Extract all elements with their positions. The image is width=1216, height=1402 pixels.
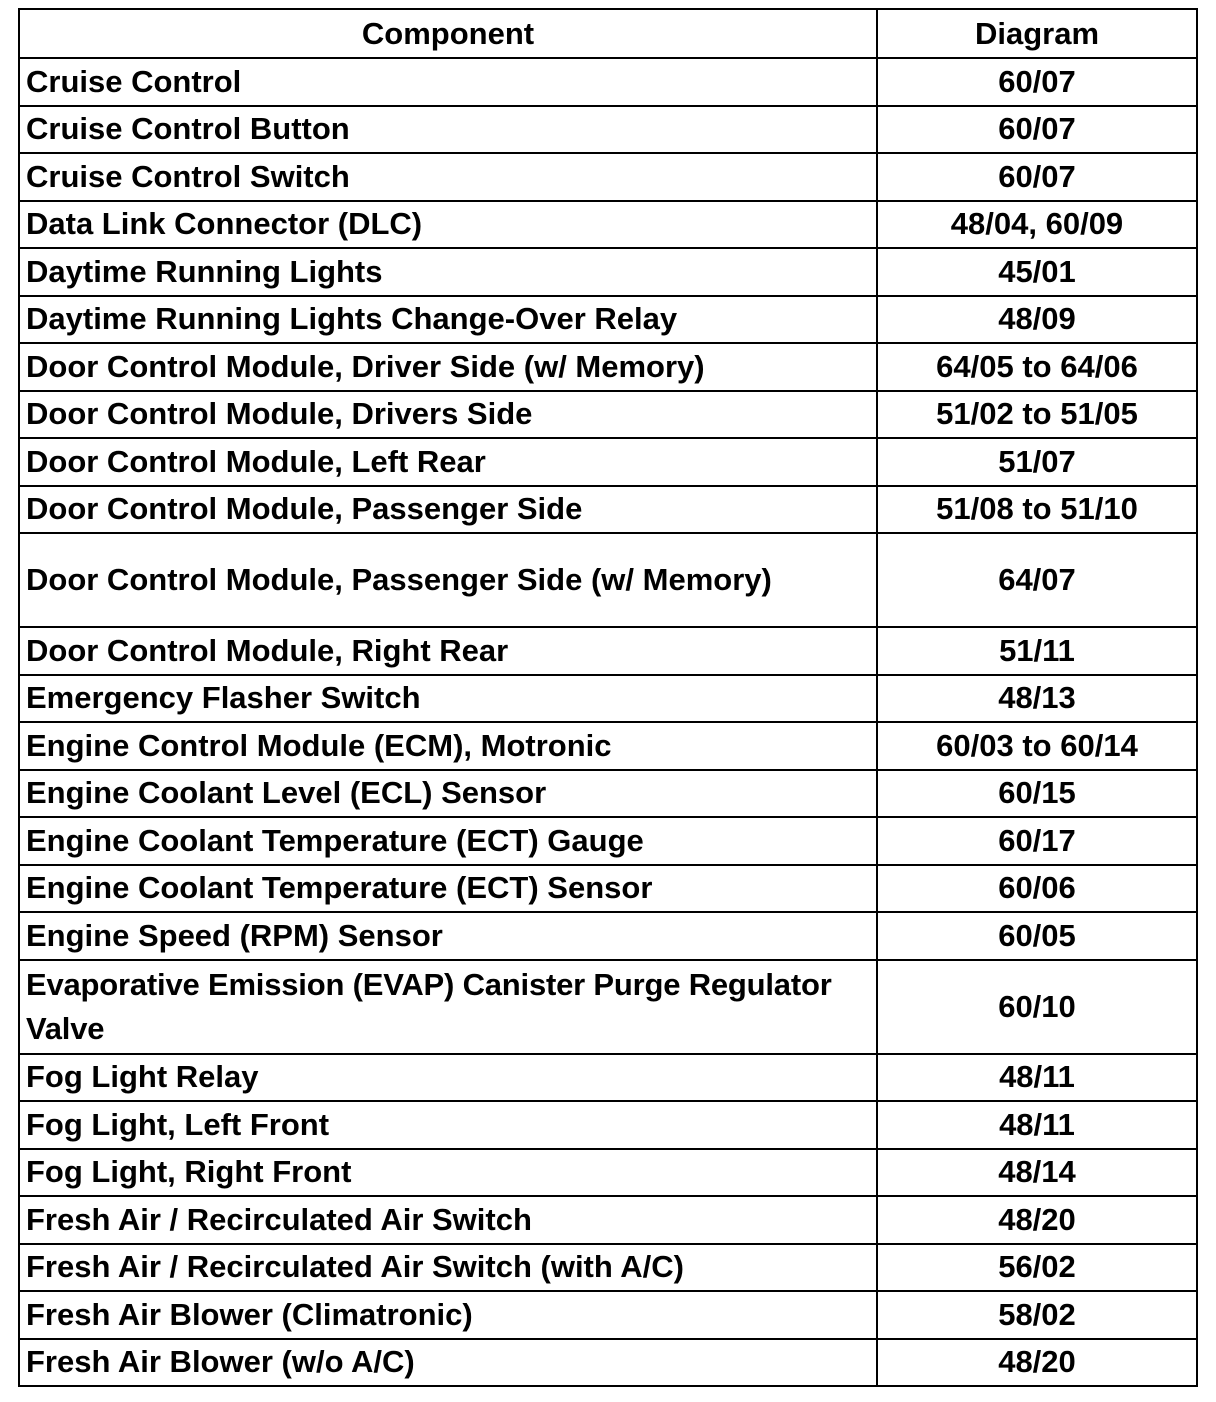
diagram-cell: 51/08 to 51/10 xyxy=(877,486,1197,534)
diagram-cell: 58/02 xyxy=(877,1291,1197,1339)
component-diagram-table xyxy=(18,8,1198,1387)
table-row xyxy=(19,248,1197,296)
diagram-cell: 60/07 xyxy=(877,106,1197,154)
header-diagram: Diagram xyxy=(877,9,1197,58)
component-cell: Data Link Connector (DLC) xyxy=(19,201,877,249)
component-cell: Daytime Running Lights Change-Over Relay xyxy=(19,296,877,344)
table-row xyxy=(19,391,1197,439)
component-cell: Evaporative Emission (EVAP) Canister Purge Regulator Valve xyxy=(19,960,877,1054)
component-cell: Cruise Control Button xyxy=(19,106,877,154)
table-row xyxy=(19,1244,1197,1292)
component-cell: Door Control Module, Left Rear xyxy=(19,438,877,486)
diagram-cell: 48/13 xyxy=(877,675,1197,723)
component-cell: Door Control Module, Passenger Side xyxy=(19,486,877,534)
component-cell: Cruise Control Switch xyxy=(19,153,877,201)
diagram-cell: 60/10 xyxy=(877,960,1197,1054)
component-cell: Fresh Air / Recirculated Air Switch xyxy=(19,1196,877,1244)
diagram-cell: 60/05 xyxy=(877,912,1197,960)
table-row xyxy=(19,1054,1197,1102)
diagram-cell: 60/06 xyxy=(877,865,1197,913)
component-cell: Engine Coolant Temperature (ECT) Sensor xyxy=(19,865,877,913)
diagram-cell: 60/15 xyxy=(877,770,1197,818)
component-cell: Fresh Air Blower (Climatronic) xyxy=(19,1291,877,1339)
diagram-cell: 51/11 xyxy=(877,627,1197,675)
table-row xyxy=(19,106,1197,154)
diagram-cell: 48/04, 60/09 xyxy=(877,201,1197,249)
table-row xyxy=(19,343,1197,391)
table-row xyxy=(19,1291,1197,1339)
component-cell: Door Control Module, Passenger Side (w/ Memory) xyxy=(19,533,877,627)
header-row xyxy=(19,9,1197,58)
table-row xyxy=(19,296,1197,344)
diagram-cell: 51/02 to 51/05 xyxy=(877,391,1197,439)
diagram-cell: 48/11 xyxy=(877,1101,1197,1149)
diagram-cell: 48/14 xyxy=(877,1149,1197,1197)
diagram-cell: 48/20 xyxy=(877,1196,1197,1244)
component-cell: Fog Light, Left Front xyxy=(19,1101,877,1149)
table-row xyxy=(19,1101,1197,1149)
table-row xyxy=(19,912,1197,960)
table-row xyxy=(19,486,1197,534)
component-cell: Fog Light, Right Front xyxy=(19,1149,877,1197)
table-row xyxy=(19,58,1197,106)
diagram-cell: 60/17 xyxy=(877,817,1197,865)
component-cell: Cruise Control xyxy=(19,58,877,106)
table-row xyxy=(19,1196,1197,1244)
table-row xyxy=(19,533,1197,627)
table-row xyxy=(19,865,1197,913)
component-cell: Door Control Module, Drivers Side xyxy=(19,391,877,439)
table-row xyxy=(19,153,1197,201)
table-row xyxy=(19,722,1197,770)
table-row xyxy=(19,1339,1197,1387)
diagram-cell: 48/20 xyxy=(877,1339,1197,1387)
component-cell: Engine Speed (RPM) Sensor xyxy=(19,912,877,960)
diagram-cell: 64/05 to 64/06 xyxy=(877,343,1197,391)
table-row xyxy=(19,675,1197,723)
table-row xyxy=(19,1149,1197,1197)
table-row xyxy=(19,817,1197,865)
component-cell: Engine Coolant Level (ECL) Sensor xyxy=(19,770,877,818)
diagram-cell: 45/01 xyxy=(877,248,1197,296)
component-cell: Daytime Running Lights xyxy=(19,248,877,296)
table-row xyxy=(19,770,1197,818)
header-component: Component xyxy=(19,9,877,58)
table-row xyxy=(19,201,1197,249)
table-row xyxy=(19,627,1197,675)
component-cell: Door Control Module, Driver Side (w/ Memory) xyxy=(19,343,877,391)
component-cell: Engine Coolant Temperature (ECT) Gauge xyxy=(19,817,877,865)
diagram-cell: 60/03 to 60/14 xyxy=(877,722,1197,770)
component-cell: Engine Control Module (ECM), Motronic xyxy=(19,722,877,770)
component-cell: Fog Light Relay xyxy=(19,1054,877,1102)
diagram-cell: 51/07 xyxy=(877,438,1197,486)
component-cell: Fresh Air Blower (w/o A/C) xyxy=(19,1339,877,1387)
diagram-cell: 60/07 xyxy=(877,153,1197,201)
table-row xyxy=(19,438,1197,486)
diagram-cell: 60/07 xyxy=(877,58,1197,106)
diagram-cell: 48/09 xyxy=(877,296,1197,344)
diagram-cell: 64/07 xyxy=(877,533,1197,627)
component-cell: Emergency Flasher Switch xyxy=(19,675,877,723)
component-cell: Fresh Air / Recirculated Air Switch (with A/C) xyxy=(19,1244,877,1292)
table-row xyxy=(19,960,1197,1054)
diagram-cell: 56/02 xyxy=(877,1244,1197,1292)
component-cell: Door Control Module, Right Rear xyxy=(19,627,877,675)
diagram-cell: 48/11 xyxy=(877,1054,1197,1102)
